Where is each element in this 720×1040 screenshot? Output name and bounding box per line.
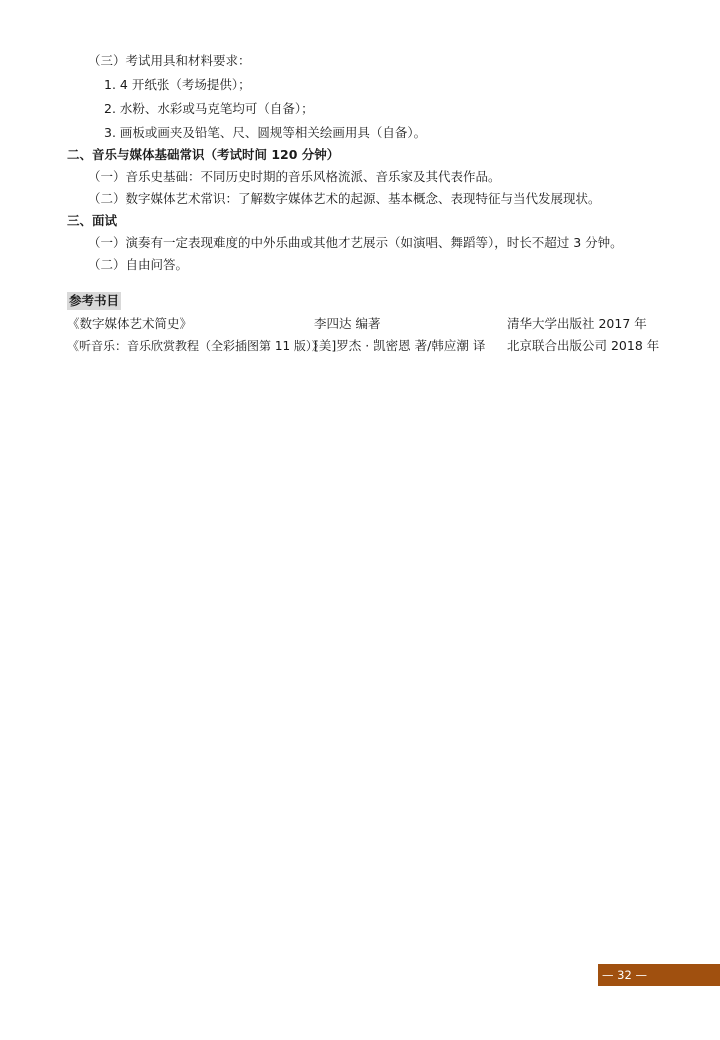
part3-heading: 三、面试 bbox=[67, 213, 118, 228]
part2-item-2: （二）数字媒体艺术常识：了解数字媒体艺术的起源、基本概念、表现特征与当代发展现状。 bbox=[88, 191, 601, 206]
references-heading: 参考书目 bbox=[69, 293, 120, 308]
reference-publisher: 清华大学出版社 2017 年 bbox=[507, 316, 647, 331]
exam-tools-heading: （三）考试用具和材料要求： bbox=[88, 53, 251, 68]
exam-tools-item-1: 1. 4 开纸张（考场提供）； bbox=[104, 77, 251, 92]
page-number-badge bbox=[598, 964, 720, 986]
part2-heading: 二、音乐与媒体基础常识（考试时间 120 分钟） bbox=[67, 147, 340, 162]
part3-item-1: （一）演奏有一定表现难度的中外乐曲或其他才艺展示（如演唱、舞蹈等），时长不超过 3 分钟。 bbox=[88, 235, 623, 250]
reference-author: [美]罗杰 · 凯密恩 著/韩应潮 译 bbox=[314, 338, 486, 353]
reference-title: 《数字媒体艺术简史》 bbox=[67, 316, 193, 331]
exam-tools-item-3: 3. 画板或画夹及铅笔、尺、圆规等相关绘画用具（自备）。 bbox=[104, 125, 427, 140]
exam-tools-item-2: 2. 水粉、水彩或马克笔均可（自备）； bbox=[104, 101, 314, 116]
page-number: — 32 — bbox=[602, 968, 647, 982]
reference-publisher: 北京联合出版公司 2018 年 bbox=[507, 338, 660, 353]
reference-title: 《听音乐：音乐欣赏教程（全彩插图第 11 版）》 bbox=[67, 339, 324, 353]
part2-item-1: （一）音乐史基础：不同历史时期的音乐风格流派、音乐家及其代表作品。 bbox=[88, 169, 501, 184]
reference-author: 李四达 编著 bbox=[314, 316, 381, 331]
part3-item-2: （二）自由问答。 bbox=[88, 257, 189, 272]
